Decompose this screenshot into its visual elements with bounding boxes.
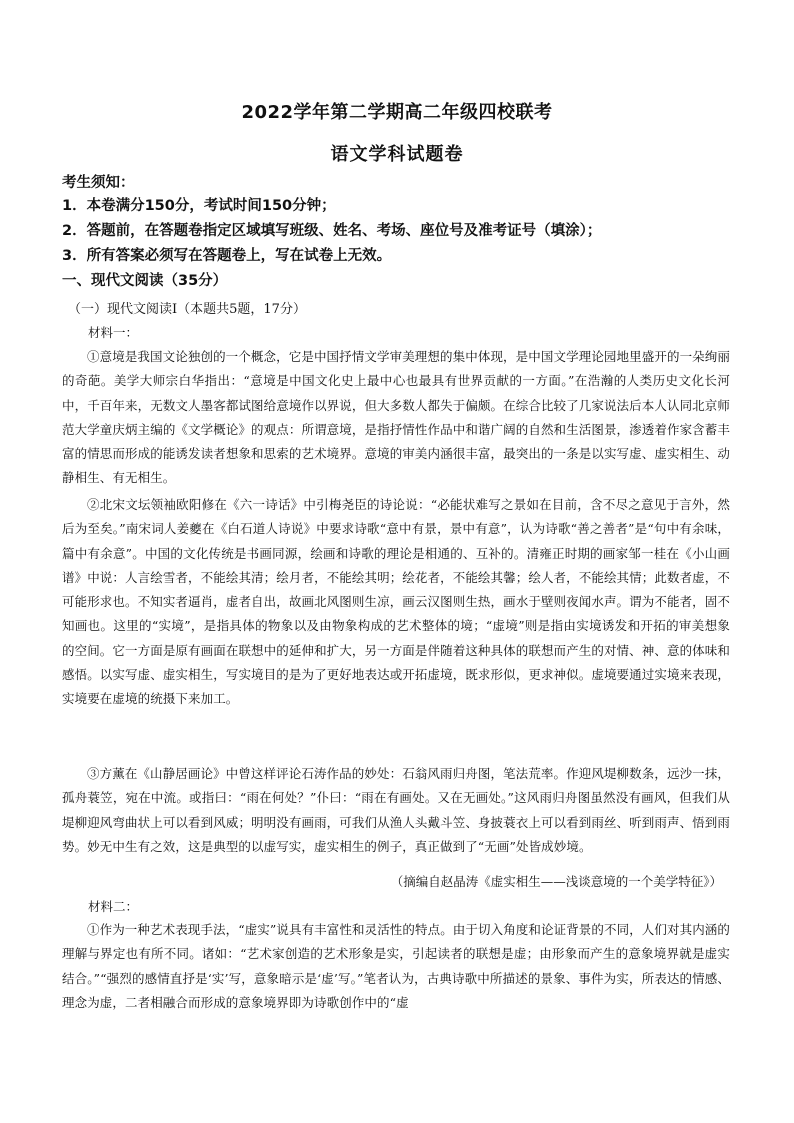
source-citation: （摘编自赵晶涛《虚实相生——浅谈意境的一个美学特征》）	[390, 874, 722, 889]
section-heading: 一、现代文阅读（35分）	[62, 273, 228, 289]
material-label: 材料二：	[88, 899, 139, 914]
notice-item: 2．答题前，在答题卷指定区域填写班级、姓名、考场、座位号及准考证号（填涂）；	[62, 223, 602, 239]
paragraph: ②北宋文坛领袖欧阳修在《六一诗话》中引梅尧臣的诗论说：“必能状难写之景如在目前，含不尽之意见于言外，然后为至矣。”南宋词人姜夔在《白石道人诗说》中要求诗歌“意中有景，景中有意”，认为诗歌“善之善者”是“句中有余味，篇中有余意”。中国的文化传统是书画同源，绘画和诗歌的理论是相通的、互补的。清雍正时期的画家邹一桂在《小山画谱》中说：人言绘雪者，不能绘其清；绘月者，不能绘其明；绘花者，不能绘其馨；绘人者，不能绘其情；此数者虚，不可能形求也。不知实者逼肖，虚者自出，故画北风图则生凉，画云汉图则生热，画水于壁则夜闻水声。谓为不能者，固不知画也。这里的“实境”，是指具体的物象以及由物象构成的艺术整体的境；“虚境”则是指由实境诱发和开拓的审美想象的空间。它一方面是原有画面在联想中的延伸和扩大，另一方面是伴随着这种具体的联想而产生的对情、神、意的体味和感悟。以实写虚、虚实相生，写实境目的是为了更好地表达或开拓虚境，既求形似，更求神似。虚境要通过实境来表现，实境要在虚境的统摄下来加工。	[62, 497, 730, 707]
notice-item: 3．所有答案必须写在答题卷上，写在试卷上无效。	[62, 248, 392, 264]
paragraph: ①意境是我国文论独创的一个概念，它是中国抒情文学审美理想的集中体现，是中国文学理论园地里盛开的一朵绚丽的奇葩。美学大师宗白华指出：“意境是中国文化史上最中心也最具有世界贡献的一方面。”在浩瀚的人类历史文化长河中，千百年来，无数文人墨客都试图给意境作以界说，但大多数人都失于偏颇。在综合比较了几家说法后本人认同北京师范大学童庆炳主编的《文学概论》的观点：所谓意境，是指抒情性作品中和谐广阔的自然和生活图景，渗透着作家含蓄丰富的情思而形成的能诱发读者想象和思索的艺术境界。意境的审美内涵很丰富，最突出的一条是以实写虚、虚实相生、动静相生、有无相生。	[62, 349, 730, 486]
material-label: 材料一：	[88, 325, 139, 340]
paragraph: ①作为一种艺术表现手法，“虚实”说具有丰富性和灵活性的特点。由于切入角度和论证背景的不同，人们对其内涵的理解与界定也有所不同。诸如：“艺术家创造的艺术形象是实，引起读者的联想是虚；由形象而产生的意象境界就是虚实结合。”“强烈的感情直抒是‘实’写，意象暗示是‘虚’写。”笔者认为，古典诗歌中所描述的景象、事件为实，所表达的情感、理念为虚，二者相融合而形成的意象境界即为诗歌创作中的“虚	[62, 922, 730, 1010]
notice-item: 1．本卷满分150分，考试时间150分钟；	[62, 198, 336, 214]
exam-title: 2022学年第二学期高二年级四校联考	[241, 102, 553, 123]
subsection-heading: （一）现代文阅读Ⅰ（本题共5题，17分）	[68, 302, 306, 317]
notice-heading: 考生须知：	[62, 175, 135, 191]
exam-subtitle: 语文学科试题卷	[330, 144, 464, 165]
paragraph: ③方薰在《山静居画论》中曾这样评论石涛作品的妙处：石翁风雨归舟图，笔法荒率。作迎风堤柳数条，远沙一抹，孤舟蓑笠，宛在中流。或指曰：“雨在何处？”仆曰：“雨在有画处。又在无画处。”这风雨归舟图虽然没有画风，但我们从堤柳迎风弯曲状上可以看到风威；明明没有画雨，可我们从渔人头戴斗笠、身披蓑衣上可以看到雨丝、听到雨声、悟到雨势。妙无中生有之效，这是典型的以虚写实，虚实相生的例子，真正做到了“无画”处皆成妙境。	[62, 766, 730, 854]
